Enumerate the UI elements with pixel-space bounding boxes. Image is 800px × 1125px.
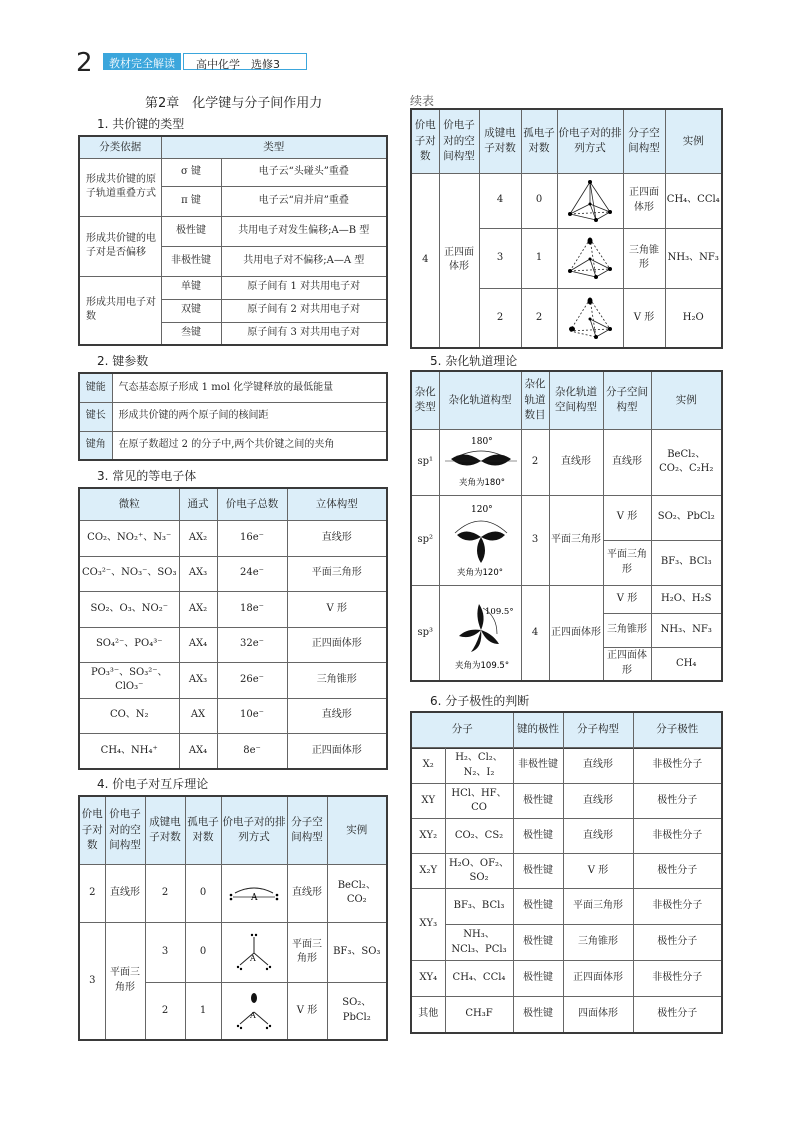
cell: NH₃、NF₃	[651, 613, 722, 647]
cell: V 形	[287, 591, 387, 627]
th: 键的极性	[513, 712, 563, 748]
th: 分子空间构型	[603, 371, 651, 429]
cell: CO₂、NO₂⁺、N₃⁻	[79, 520, 179, 556]
cell: SO₂、PbCl₂	[651, 495, 722, 540]
isoelectronic-table	[78, 487, 388, 770]
cell: 非极性分子	[633, 819, 722, 854]
sp3-orbital-icon	[441, 594, 521, 672]
cell: 1	[185, 982, 221, 1040]
polarity-table-body	[410, 747, 723, 1034]
table-row	[79, 591, 387, 627]
cell: sp³	[411, 585, 439, 681]
cell: 3	[479, 228, 521, 288]
cell: 平面三角形	[105, 922, 145, 1040]
section-5-title: 5. 杂化轨道理论	[430, 354, 518, 368]
sp3-orbital-diagram	[439, 585, 521, 681]
cell: 直线形	[549, 429, 603, 495]
cell: 平面三角形	[287, 556, 387, 591]
cell: 正四面体形	[603, 647, 651, 681]
cell: AX₄	[179, 733, 217, 769]
cell: 直线形	[563, 748, 633, 784]
cell: 3	[521, 495, 549, 585]
cell: sp²	[411, 495, 439, 585]
page-number: 2	[76, 48, 93, 78]
cell: NH₃、NF₃	[665, 228, 722, 288]
cell: AX₂	[179, 520, 217, 556]
cell: 非极性分子	[633, 889, 722, 925]
cell: V 形	[563, 854, 633, 889]
caption: 夹角为180°	[458, 478, 505, 488]
cell: 平面三角形	[287, 922, 327, 982]
th: 分子空间构型	[623, 109, 665, 173]
th: 立体构型	[287, 488, 387, 520]
cell: 4	[479, 173, 521, 228]
cell: X₂Y	[411, 854, 445, 889]
param-value: 在原子数超过 2 的分子中,两个共价键之间的夹角	[112, 431, 387, 460]
th: 杂化类型	[411, 371, 439, 429]
th: 价电子对的排列方式	[221, 796, 287, 864]
cell: 正四面体形	[549, 585, 603, 681]
angle-label: 180°	[470, 437, 493, 447]
bent-diagram-icon	[232, 990, 276, 1032]
basis-cell: 形成共价键的电子对是否偏移	[79, 216, 161, 276]
desc-cell: 电子云“肩并肩”重叠	[221, 186, 387, 216]
cell: 极性分子	[633, 854, 722, 889]
table-row	[79, 698, 387, 733]
th: 分类依据	[79, 136, 161, 158]
cell: 2	[145, 864, 185, 922]
cell: CO₃²⁻、NO₃⁻、SO₃	[79, 556, 179, 591]
cell: 正四面体形	[563, 961, 633, 997]
cell: 24e⁻	[217, 556, 287, 591]
tetrahedral-diagram-icon	[562, 176, 618, 226]
polarity-table	[410, 711, 723, 749]
cell: NH₃、NCl₃、PCl₃	[445, 925, 513, 961]
cell: X₂	[411, 748, 445, 784]
desc-cell: 原子间有 1 对共用电子对	[221, 276, 387, 299]
table-row	[79, 662, 387, 698]
book-badge: 教材完全解读	[103, 53, 181, 70]
cell: CH₄、CCl₄	[445, 961, 513, 997]
cell: BF₃、SO₃	[327, 922, 387, 982]
atom-label: A	[251, 893, 258, 903]
cell: 平面三角形	[563, 889, 633, 925]
cell: CH₃F	[445, 997, 513, 1033]
table-row	[411, 748, 722, 784]
chapter-title: 第2章 化学键与分子间作用力	[145, 96, 323, 111]
th: 实例	[651, 371, 722, 429]
th: 价电子对的空间构型	[439, 109, 479, 173]
basis-cell: 形成共价键的原子轨道重叠方式	[79, 158, 161, 216]
cell: 极性键	[513, 925, 563, 961]
cell: 极性键	[513, 854, 563, 889]
angle-label: 109.5°	[484, 606, 514, 617]
desc-cell: 原子间有 3 对共用电子对	[221, 322, 387, 345]
th: 成键电子对数	[145, 796, 185, 864]
section-1-title: 1. 共价键的类型	[97, 117, 185, 131]
cell: 0	[185, 922, 221, 982]
type-cell: π 键	[161, 186, 221, 216]
cell: CH₄	[651, 647, 722, 681]
th: 实例	[665, 109, 722, 173]
table-row	[411, 819, 722, 854]
cell: 极性键	[513, 819, 563, 854]
th: 价电子对数	[411, 109, 439, 173]
cell: CH₄、NH₄⁺	[79, 733, 179, 769]
cell: 直线形	[287, 520, 387, 556]
cell: V 形	[603, 495, 651, 540]
desc-cell: 原子间有 2 对共用电子对	[221, 299, 387, 322]
caption: 夹角为120°	[456, 568, 503, 578]
bond-parameter-table	[78, 372, 388, 461]
type-cell: 双键	[161, 299, 221, 322]
section-4-title: 4. 价电子对互斥理论	[97, 777, 209, 791]
trigonal-diagram-icon	[232, 931, 276, 973]
cell: 18e⁻	[217, 591, 287, 627]
cell: 正四面体形	[623, 173, 665, 228]
cell: 三角锥形	[623, 228, 665, 288]
cell: 非极性分子	[633, 748, 722, 784]
th: 杂化轨道构型	[439, 371, 521, 429]
table-row	[411, 925, 722, 961]
cell: 直线形	[287, 698, 387, 733]
bent-tetrahedral-diagram-icon	[562, 293, 618, 343]
desc-cell: 共用电子对不偏移;A—A 型	[221, 246, 387, 276]
th: 分子	[411, 712, 513, 748]
cell: 32e⁻	[217, 627, 287, 662]
cell: AX₃	[179, 662, 217, 698]
subject-label: 高中化学 选修3	[183, 53, 307, 70]
tetrahedral-arrangement-diagram	[557, 173, 623, 228]
cell: 16e⁻	[217, 520, 287, 556]
cell: 直线形	[603, 429, 651, 495]
cell: 正四面体形	[287, 627, 387, 662]
th: 微粒	[79, 488, 179, 520]
cell: 直线形	[563, 784, 633, 819]
cell: 四面体形	[563, 997, 633, 1033]
th: 价电子对数	[79, 796, 105, 864]
cell: 极性键	[513, 961, 563, 997]
cell: 4	[521, 585, 549, 681]
th: 类型	[161, 136, 387, 158]
angle-label: 120°	[470, 505, 493, 515]
atom-label: A	[250, 954, 256, 963]
bent-arrangement-diagram	[221, 982, 287, 1040]
th: 价电子对的排列方式	[557, 109, 623, 173]
th: 孤电子对数	[521, 109, 557, 173]
cell: 直线形	[563, 819, 633, 854]
table-row	[79, 520, 387, 556]
sp-orbital-diagram	[439, 429, 521, 495]
th: 成键电子对数	[479, 109, 521, 173]
cell: BF₃、BCl₃	[651, 540, 722, 585]
table-row	[411, 784, 722, 819]
cell: SO₂、PbCl₂	[327, 982, 387, 1040]
cell: H₂O、OF₂、SO₂	[445, 854, 513, 889]
cell: 极性分子	[633, 925, 722, 961]
th: 杂化轨道空间构型	[549, 371, 603, 429]
cell: XY₄	[411, 961, 445, 997]
type-cell: 非极性键	[161, 246, 221, 276]
cell: 三角锥形	[603, 613, 651, 647]
cell: 4	[411, 173, 439, 348]
cell: 2	[479, 288, 521, 348]
cell: 正四面体形	[287, 733, 387, 769]
cell: 非极性分子	[633, 961, 722, 997]
cell: V 形	[603, 585, 651, 613]
cell: 3	[79, 922, 105, 1040]
param-value: 气态基态原子形成 1 mol 化学键释放的最低能量	[112, 373, 387, 402]
desc-cell: 电子云“头碰头”重叠	[221, 158, 387, 186]
cell: 10e⁻	[217, 698, 287, 733]
type-cell: σ 键	[161, 158, 221, 186]
cell: V 形	[287, 982, 327, 1040]
cell: H₂O	[665, 288, 722, 348]
cell: 0	[185, 864, 221, 922]
cell: 其他	[411, 997, 445, 1033]
sp2-orbital-icon	[441, 501, 521, 579]
table-row	[411, 889, 722, 925]
basis-cell: 形成共用电子对数	[79, 276, 161, 345]
th: 孤电子对数	[185, 796, 221, 864]
cell: CO₂、CS₂	[445, 819, 513, 854]
table-row	[411, 854, 722, 889]
trigonal-arrangement-diagram	[221, 922, 287, 982]
cell: V 形	[623, 288, 665, 348]
cell: AX	[179, 698, 217, 733]
cell: AX₄	[179, 627, 217, 662]
cell: XY₂	[411, 819, 445, 854]
cell: 1	[521, 228, 557, 288]
param-value: 形成共价键的两个原子间的核间距	[112, 402, 387, 431]
th: 实例	[327, 796, 387, 864]
cell: sp¹	[411, 429, 439, 495]
cell: CH₄、CCl₄	[665, 173, 722, 228]
cell: 极性键	[513, 784, 563, 819]
cell: 正四面体形	[439, 173, 479, 348]
vsepr-table	[78, 795, 388, 1041]
cell: 2	[521, 288, 557, 348]
cell: AX₃	[179, 556, 217, 591]
cell: 3	[145, 922, 185, 982]
th: 杂化轨道数目	[521, 371, 549, 429]
table-row	[411, 961, 722, 997]
table-row	[79, 627, 387, 662]
cell: 三角锥形	[287, 662, 387, 698]
bent-tetrahedral-arrangement-diagram	[557, 288, 623, 348]
cell: 直线形	[287, 864, 327, 922]
cell: SO₄²⁻、PO₄³⁻	[79, 627, 179, 662]
th: 价电子对的空间构型	[105, 796, 145, 864]
cell: 极性键	[513, 889, 563, 925]
desc-cell: 共用电子对发生偏移;A—B 型	[221, 216, 387, 246]
param-key: 键长	[79, 402, 112, 431]
sp-orbital-icon	[441, 433, 521, 491]
cell: BeCl₂、CO₂	[327, 864, 387, 922]
param-key: 键能	[79, 373, 112, 402]
cell: 直线形	[105, 864, 145, 922]
section-2-title: 2. 键参数	[97, 354, 149, 368]
cell: 平面三角形	[549, 495, 603, 585]
type-cell: 极性键	[161, 216, 221, 246]
cell: 极性分子	[633, 997, 722, 1033]
cell: XY₃	[411, 889, 445, 961]
th: 分子构型	[563, 712, 633, 748]
continued-label: 续表	[410, 94, 435, 108]
table-row	[411, 997, 722, 1033]
cell: 非极性键	[513, 748, 563, 784]
cell: HCl、HF、CO	[445, 784, 513, 819]
pyramidal-diagram-icon	[562, 233, 618, 283]
cell: 8e⁻	[217, 733, 287, 769]
atom-label: A	[250, 1010, 256, 1020]
cell: 0	[521, 173, 557, 228]
sp2-orbital-diagram	[439, 495, 521, 585]
bond-type-table	[78, 135, 388, 346]
linear-arrangement-diagram	[221, 864, 287, 922]
cell: BF₃、BCl₃	[445, 889, 513, 925]
cell: 26e⁻	[217, 662, 287, 698]
hybrid-orbital-table	[410, 370, 723, 682]
vsepr-table-continued	[410, 108, 723, 349]
cell: H₂O、H₂S	[651, 585, 722, 613]
cell: PO₃³⁻、SO₃²⁻、ClO₃⁻	[79, 662, 179, 698]
th: 分子极性	[633, 712, 722, 748]
cell: SO₂、O₃、NO₂⁻	[79, 591, 179, 627]
type-cell: 单键	[161, 276, 221, 299]
cell: AX₂	[179, 591, 217, 627]
param-key: 键角	[79, 431, 112, 460]
th: 价电子总数	[217, 488, 287, 520]
cell: CO、N₂	[79, 698, 179, 733]
cell: 平面三角形	[603, 540, 651, 585]
linear-diagram-icon	[225, 881, 283, 905]
cell: XY	[411, 784, 445, 819]
cell: 2	[521, 429, 549, 495]
table-row	[79, 733, 387, 769]
cell: H₂、Cl₂、N₂、I₂	[445, 748, 513, 784]
caption: 夹角为109.5°	[454, 660, 509, 671]
cell: 2	[145, 982, 185, 1040]
cell: 2	[79, 864, 105, 922]
section-6-title: 6. 分子极性的判断	[430, 694, 530, 708]
type-cell: 叁键	[161, 322, 221, 345]
th: 分子空间构型	[287, 796, 327, 864]
th: 通式	[179, 488, 217, 520]
section-3-title: 3. 常见的等电子体	[97, 469, 197, 483]
cell: 三角锥形	[563, 925, 633, 961]
table-row	[79, 556, 387, 591]
pyramidal-arrangement-diagram	[557, 228, 623, 288]
cell: 极性键	[513, 997, 563, 1033]
cell: 极性分子	[633, 784, 722, 819]
cell: BeCl₂、CO₂、C₂H₂	[651, 429, 722, 495]
